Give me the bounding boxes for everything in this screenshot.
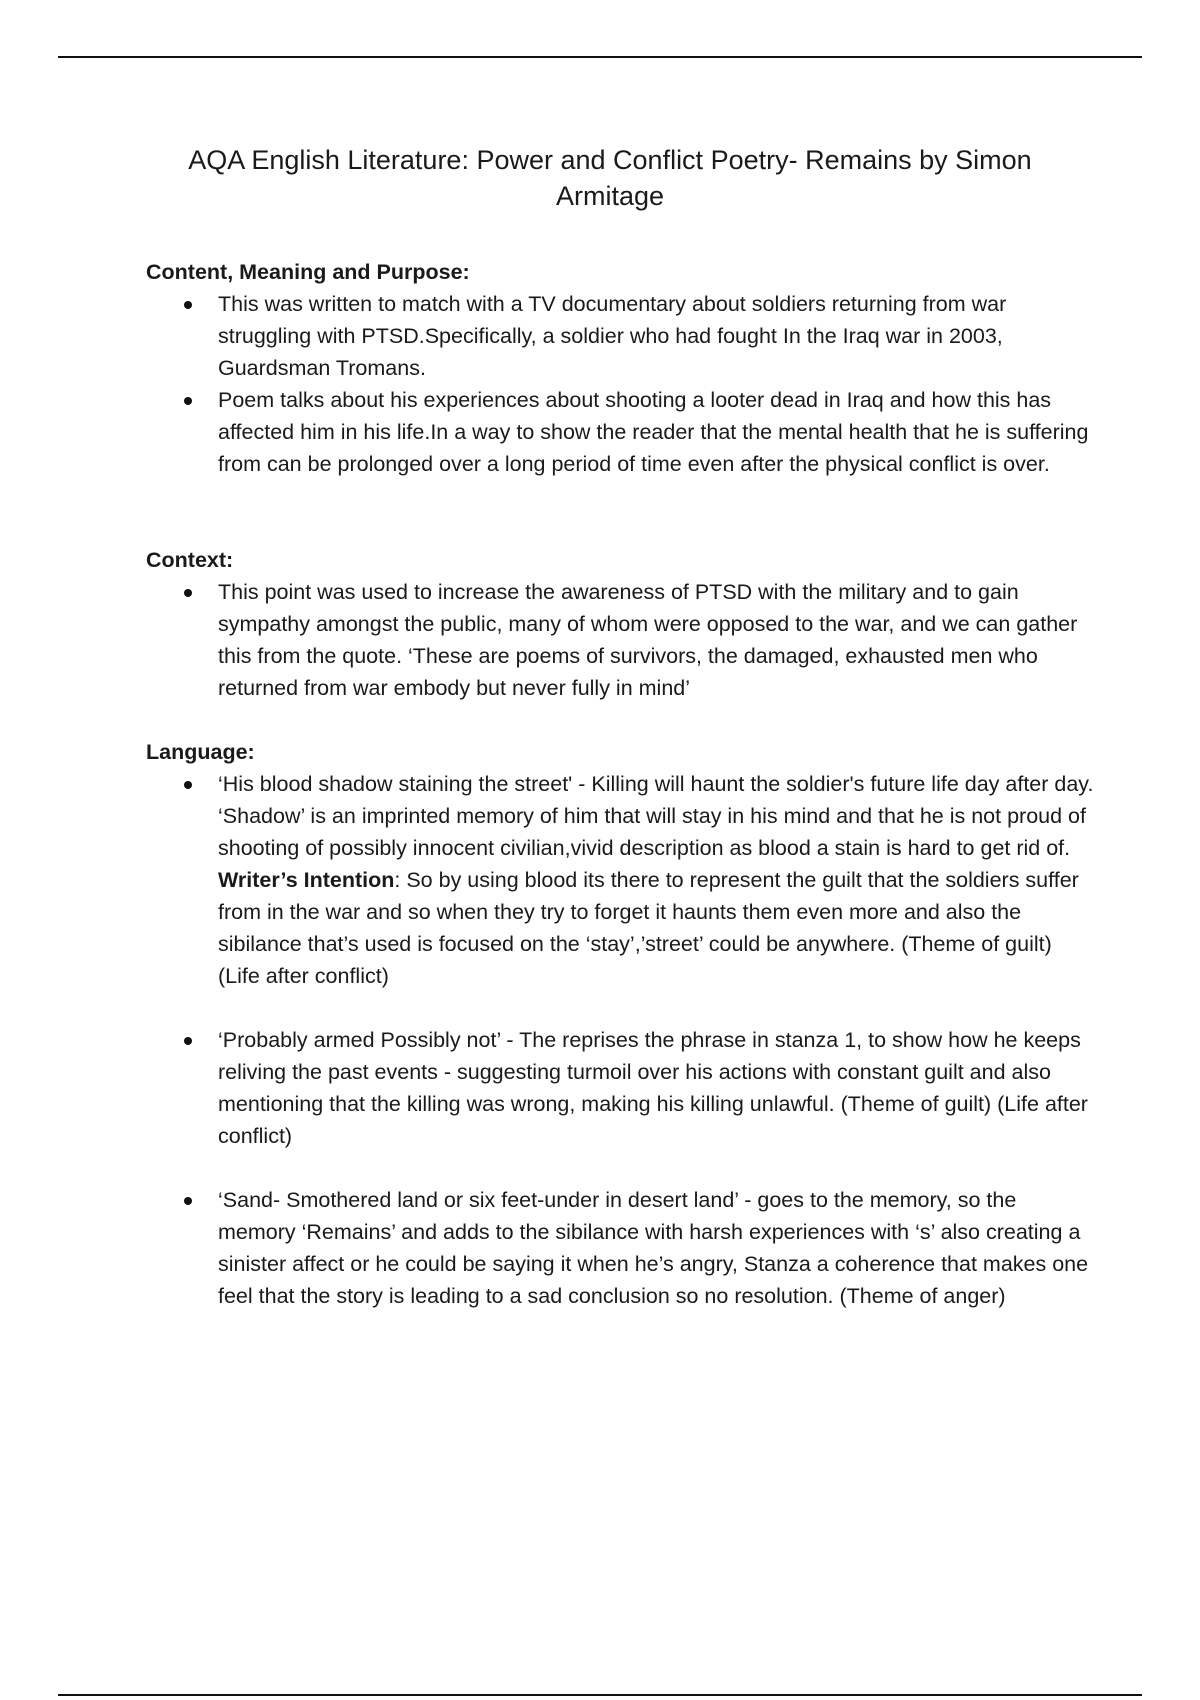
list-item-text: This point was used to increase the awareness of PTSD with the military and to gain sympathy amongst the public, many of whom were opposed to the war, and we can gather this from the quote. ‘These are poems of survivors, the damaged, exhausted men who returned from war embody but never fully in mind’ — [218, 580, 1078, 700]
bullet-icon — [184, 1197, 192, 1205]
list-item — [146, 1024, 1096, 1152]
section-heading: Language: — [146, 740, 255, 764]
list-item-text-part: : So by using blood its there to represent the guilt that the soldiers suffer from in the war and so when they try to forget it haunts them even more and also the sibilance that’s used is focused on the ‘stay’,’street’ could be anywhere. (Theme of guilt) (Life after conflict) — [218, 868, 1079, 988]
list-item — [146, 288, 1096, 384]
list-item — [146, 768, 1096, 992]
list-item-text: This was written to match with a TV documentary about soldiers returning from war struggling with PTSD.Specifically, a soldier who had fought In the Iraq war in 2003, Guardsman Tromans. — [218, 292, 1007, 380]
bullet-icon — [184, 397, 192, 405]
list-item-text — [218, 772, 1093, 988]
bullet-icon — [184, 1037, 192, 1045]
bullet-list — [146, 288, 1096, 480]
bullet-list — [146, 768, 1096, 1312]
section-context — [146, 544, 1096, 704]
page-title: AQA English Literature: Power and Conflict Poetry- Remains by Simon Armitage — [188, 145, 1032, 211]
bottom-rule — [58, 1694, 1142, 1696]
section-content-meaning-purpose — [146, 256, 1096, 480]
list-item — [146, 384, 1096, 480]
section-language — [146, 736, 1096, 1312]
bullet-list — [146, 576, 1096, 704]
list-item-text: ‘Sand- Smothered land or six feet-under in desert land’ - goes to the memory, so the memory ‘Remains’ and adds to the sibilance with harsh experiences with ‘s’ also creating a sinister affect or he could be saying it when he’s angry, Stanza a coherence that makes one feel that the story is leading to a sad conclusion so no resolution. (Theme of anger) — [218, 1188, 1089, 1308]
list-item-text: ‘Probably armed Possibly not’ - The reprises the phrase in stanza 1, to show how he keeps reliving the past events - suggesting turmoil over his actions with constant guilt and also mentioning that the killing was wrong, making his killing unlawful. (Theme of guilt) (Life after conflict) — [218, 1028, 1088, 1148]
top-rule — [58, 56, 1142, 58]
list-item-text: Poem talks about his experiences about shooting a looter dead in Iraq and how this has affected him in his life.In a way to show the reader that the mental health that he is suffering from can be prolonged over a long period of time even after the physical conflict is over. — [218, 388, 1089, 476]
writers-intention-label: Writer’s Intention — [218, 868, 395, 892]
list-item-text-part: ‘His blood shadow staining the street' - Killing will haunt the soldier's future life day after day. ‘Shadow’ is an imprinted memory of him that will stay in his mind and that he is not proud of shooting of possibly innocent civilian,vivid description as blood a stain is hard to get rid of. — [218, 772, 1094, 860]
section-heading: Content, Meaning and Purpose: — [146, 260, 470, 284]
list-item — [146, 1184, 1096, 1312]
bullet-icon — [184, 589, 192, 597]
bullet-icon — [184, 301, 192, 309]
list-item — [146, 576, 1096, 704]
section-heading: Context: — [146, 548, 234, 572]
bullet-icon — [184, 781, 192, 789]
